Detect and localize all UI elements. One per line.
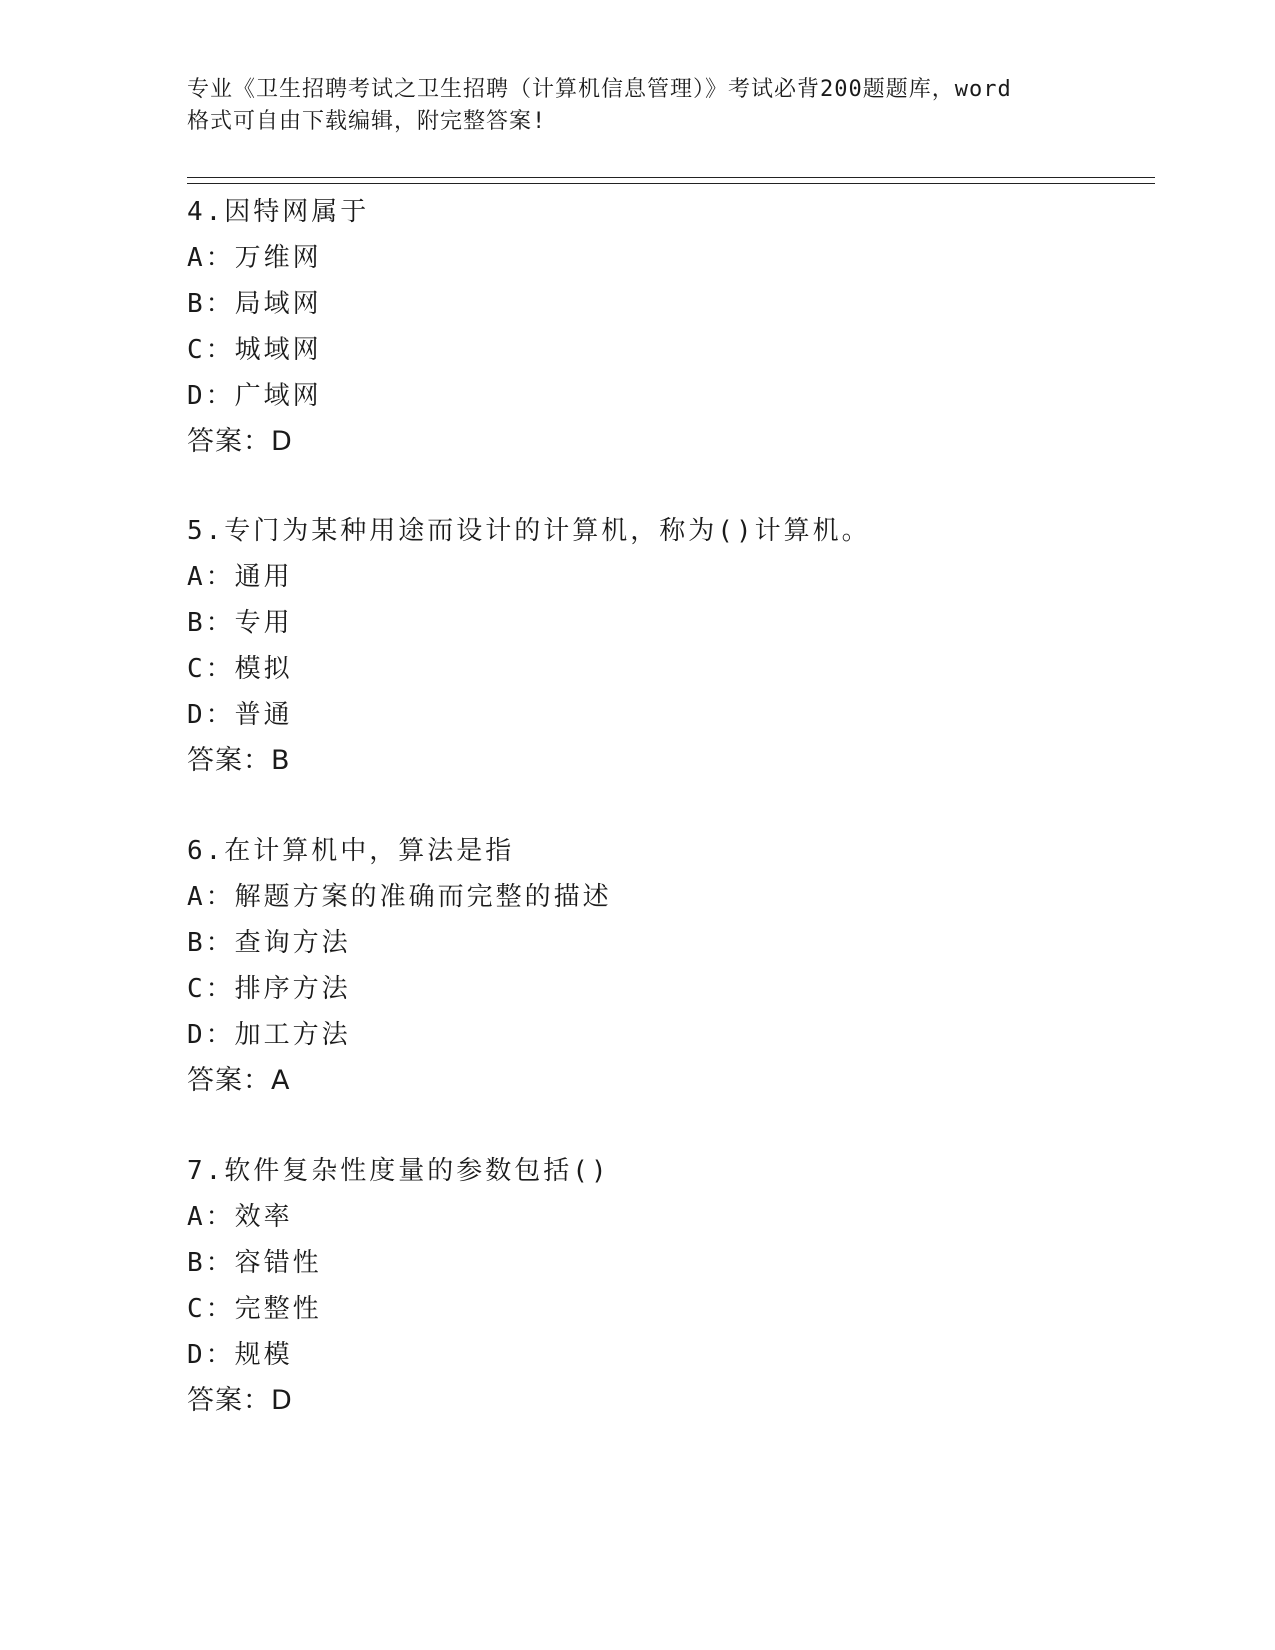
question-5 xyxy=(187,508,1147,784)
question-stem: 7.软件复杂性度量的参数包括() xyxy=(187,1156,610,1186)
header-divider-bottom xyxy=(187,183,1155,184)
option-d: D：普通 xyxy=(187,700,293,730)
option-d: D：规模 xyxy=(187,1340,293,1370)
document-header xyxy=(187,74,1087,138)
question-4 xyxy=(187,189,1147,465)
header-line-1: 专业《卫生招聘考试之卫生招聘（计算机信息管理）》考试必背200题题库，word xyxy=(187,77,1012,102)
option-d: D：广域网 xyxy=(187,381,322,411)
option-b: B：容错性 xyxy=(187,1248,322,1278)
question-stem: 6.在计算机中，算法是指 xyxy=(187,836,515,866)
answer-line: 答案：D xyxy=(187,426,293,457)
question-7 xyxy=(187,1148,1147,1424)
answer-line: 答案：B xyxy=(187,745,291,776)
option-c: C：排序方法 xyxy=(187,974,351,1004)
option-b: B：专用 xyxy=(187,608,293,638)
question-6 xyxy=(187,828,1147,1104)
answer-line: 答案：A xyxy=(187,1065,291,1096)
option-c: C：模拟 xyxy=(187,654,293,684)
option-b: B：局域网 xyxy=(187,289,322,319)
option-a: A：通用 xyxy=(187,562,293,592)
answer-line: 答案：D xyxy=(187,1385,293,1416)
header-divider-top xyxy=(187,177,1155,178)
option-a: A：解题方案的准确而完整的描述 xyxy=(187,882,612,912)
option-a: A：效率 xyxy=(187,1202,293,1232)
question-stem: 5.专门为某种用途而设计的计算机，称为()计算机。 xyxy=(187,516,871,546)
option-d: D：加工方法 xyxy=(187,1020,351,1050)
question-stem: 4.因特网属于 xyxy=(187,197,370,227)
header-line-2: 格式可自由下载编辑，附完整答案! xyxy=(187,109,547,134)
option-c: C：完整性 xyxy=(187,1294,322,1324)
option-b: B：查询方法 xyxy=(187,928,351,958)
option-a: A：万维网 xyxy=(187,243,322,273)
option-c: C：城域网 xyxy=(187,335,322,365)
